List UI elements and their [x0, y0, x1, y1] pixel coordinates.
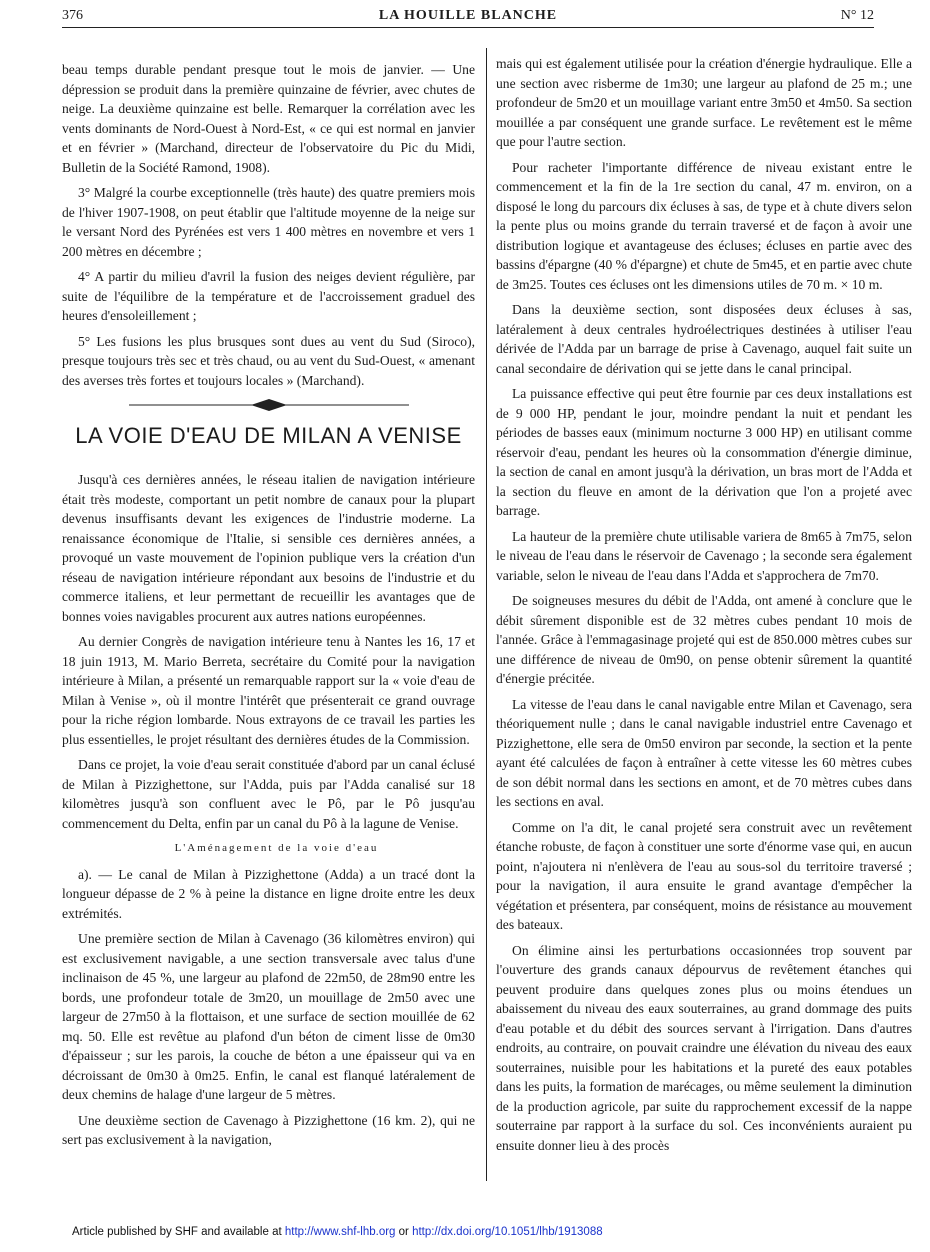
- intro-paragraph: 5° Les fusions les plus brusques sont dues au vent du Sud (Siroco), presque toujours très sec et très chaud, ou au vent du Sud-Ouest, « amenant des averses très fortes et toujours locales » (Marchand).: [62, 333, 475, 388]
- body-paragraph: On élimine ainsi les perturbations occasionnées trop souvent par l'ouverture des grands canaux dépourvus de revêtement étanches qui peuvent produire dans quelques zones plus ou moins étendues un abaissement du niveau des eaux souterraines, au grand dommage des puits d'eau potable et du débit des sources servant à l'irrigation. Dans d'autres endroits, au contraire, on pouvait craindre une élévation du niveau des eaux souterraines, nuisible pour les habitations et la pureté des eaux potables dans les puits, la formation de marécages, ou même seulement la diminution de la production agricole, par suite du rapprochement excessif de la nappe souterraine par rapport à la surface du sol. Ces inconvénients auraient pu ensuite donner lieu à des procès: [496, 942, 912, 1153]
- header-rule: [62, 27, 874, 28]
- article-paragraph: Jusqu'à ces dernières années, le réseau italien de navigation intérieure était très modeste, comportant un petit nombre de canaux pour la plupart devenus insuffisants devant les exigences de l'industrie moderne. La renaissance économique de l'Italie, si sensible ces dernières années, a provoqué un vaste mouvement de l'opinion publique vers la création d'un réseau de navigation intérieure répondant aux besoins de l'industrie et du commerce italiens, et leur permettant de recueillir les avantages que de bonnes voies navigables procurent aux autres nations européennes.: [62, 472, 475, 624]
- footer-connector: or: [395, 1226, 413, 1238]
- doi-link[interactable]: http://dx.doi.org/10.1051/lhb/1913088: [412, 1226, 603, 1238]
- section-subheading: L'Aménagement de la voie d'eau: [174, 842, 379, 854]
- shf-link[interactable]: http://www.shf-lhb.org: [284, 1226, 396, 1238]
- left-column: [62, 60, 475, 1156]
- issue-number: N° 12: [840, 8, 874, 23]
- article-title: LA VOIE D'EAU DE MILAN A VENISE: [75, 423, 462, 448]
- body-paragraph: La vitesse de l'eau dans le canal navigable entre Milan et Cavenago, sera théoriquement nulle ; dans le canal navigable industriel entre Cavenago et Pizzighettone, elle sera de 0m50 environ par seconde, la section et la pente ayant été calculées de façon à entraîner à cette vitesse les 60 mètres cubes de son débit normal dans les sections en amont, et de 70 mètres cubes dans les sections en aval.: [496, 696, 912, 809]
- body-paragraph: La hauteur de la première chute utilisable variera de 8m65 à 7m75, selon le niveau de l'eau dans le réservoir de Cavenago ; la seconde sera également variable, selon le niveau de l'eau dans l'Adda et s'approchera de 7m70.: [496, 528, 912, 583]
- body-paragraph: Dans la deuxième section, sont disposées deux écluses à sas, latéralement à deux centrales hydroélectriques destinées à utiliser l'eau dérivée de l'Adda par un barrage de prise à Cavenago, auquel fait suite un canal secondaire de dérivation qui se jette dans le canal principal.: [496, 302, 912, 376]
- intro-paragraph: beau temps durable pendant presque tout le mois de janvier. — Une dépression se produit dans la première quinzaine de février, avec chutes de neige. La deuxième quinzaine est belle. Remarquer la corrélation avec les vents dominants de Nord-Ouest à Nord-Est, « ce qui est normal en janvier et en février » (Marchand, directeur de l'observatoire du Pic du Midi, Bulletin de la Société Ramond, 1908).: [62, 62, 475, 175]
- footer-text: Article published by SHF and available at: [72, 1226, 285, 1238]
- body-paragraph: De soigneuses mesures du débit de l'Adda, ont amené à conclure que le débit sûrement disponible est de 32 mètres cubes pendant 10 mois de l'année. Grâce à l'emmagasinage projeté qui est de 850.000 mètres cubes sur une différence de niveau de 0m90, on pense obtenir sûrement la quantité d'énergie précitée.: [496, 593, 912, 686]
- section-divider-ornament: [62, 398, 475, 412]
- journal-title: LA HOUILLE BLANCHE: [378, 8, 558, 23]
- article-paragraph: Dans ce projet, la voie d'eau serait constituée d'abord par un canal éclusé de Milan à Pizzighettone, sur l'Adda, puis par l'Adda canalisé sur 18 kilomètres jusqu'à son confluent avec le Pô, par le Pô jusqu'au commencement du Delta, enfin par un canal du Pô à la lagune de Venise.: [62, 757, 475, 831]
- section-paragraph: Une deuxième section de Cavenago à Pizzighettone (16 km. 2), qui ne sert pas exclusivement à la navigation,: [62, 1112, 475, 1147]
- intro-paragraph: 3° Malgré la courbe exceptionnelle (très haute) des quatre premiers mois de l'hiver 1907-1908, on peut établir que l'altitude moyenne de la neige sur le versant Nord des Pyrénées est vers 1 400 mètres en novembre et vers 1 200 mètres en décembre ;: [62, 185, 475, 259]
- section-paragraph: Une première section de Milan à Cavenago (36 kilomètres environ) qui est exclusivement navigable, a une section transversale avec talus d'une inclinaison de 45 %, une largeur au plafond de 22m50, de 28m90 entre les bords, une profondeur totale de 3m20, un mouillage de 2m50 avec une largeur de 27m50 à la flottaison, et une surface de section mouillée de 62 mq. 50. Elle est revêtue au plafond d'un béton de ciment lisse de 0m30 d'épaisseur ; sur les parois, la couche de béton a une épaisseur qui va en décroissant de 0m30 à 0m25. Enfin, le canal est flanqué latéralement de deux chemins de halage d'une largeur de 5 mètres.: [62, 931, 475, 1102]
- column-divider: [486, 48, 487, 1181]
- body-paragraph: La puissance effective qui peut être fournie par ces deux installations est de 9 000 HP, pendant le jour, moindre pendant la nuit et pendant les périodes de basses eaux (minimum nocturne 3 000 HP) en utilisant comme réservoir d'eau, pendant les heures où la consommation d'énergie diminue, la section de canal en amont jusqu'à la dérivation, un bras mort de l'Adda et la section du fleuve en amont de la dérivation que l'on a projeté avec barrage.: [496, 386, 912, 518]
- right-column: [496, 54, 912, 1161]
- body-paragraph: Pour racheter l'importante différence de niveau existant entre le commencement et la fin de la 1re section du canal, 47 m. environ, on a disposé le long du parcours dix écluses à sas, de type et à chute divers selon la pente plus ou moins grande du terrain traversé et de façon à avoir une distribution logique et avantageuse des écluses; écluses en partie avec des bassins d'épargne (40 % d'épargne) et chute de 5m45, et en partie avec chute de 3m25. Toutes ces écluses ont les dimensions utiles de 70 m. × 10 m.: [496, 159, 912, 292]
- body-paragraph: Comme on l'a dit, le canal projeté sera construit avec un revêtement étanche robuste, de façon à constituer une sorte d'énorme vase qui, en aucun point, n'ajoutera ni n'enlèvera de l'eau au sous-sol du territoire traversé ; pour la navigation, il aura ensuite le grand avantage d'empêcher la végétation et présentera, par conséquent, moins de résistance au mouvement des bateaux.: [496, 819, 912, 932]
- section-paragraph: a). — Le canal de Milan à Pizzighettone (Adda) a un tracé dont la longueur dépasse de 2 % à peine la distance en ligne droite entre les deux extrémités.: [62, 866, 475, 921]
- article-paragraph: Au dernier Congrès de navigation intérieure tenu à Nantes les 16, 17 et 18 juin 1913, M. Mario Berreta, secrétaire du Comité pour la navigation intérieure à Milan, a présenté un remarquable rapport sur la « voie d'eau de Milan à Venise », où il montre l'intérêt que présenterait ce grand ouvrage pour la riche région lombarde. Nous extrayons de ce travail les parties les plus essentielles, le projet résultant des dernières études de la Commission.: [62, 634, 475, 747]
- body-paragraph: mais qui est également utilisée pour la création d'énergie hydraulique. Elle a une section avec risberme de 1m30; une largeur au plafond de 25 m.; une profondeur de 5m20 et un mouillage variant entre 3m50 et 4m50. Sa section mouillée a par conséquent une grande surface. Le revêtement est le même que pour l'autre section.: [496, 56, 912, 149]
- intro-paragraph: 4° A partir du milieu d'avril la fusion des neiges devient régulière, par suite de l'équilibre de la température et de l'accroissement graduel des heures d'ensoleillement ;: [62, 269, 475, 323]
- page-number: 376: [62, 8, 83, 23]
- page-header: [62, 6, 874, 26]
- publication-footer: [72, 1226, 603, 1238]
